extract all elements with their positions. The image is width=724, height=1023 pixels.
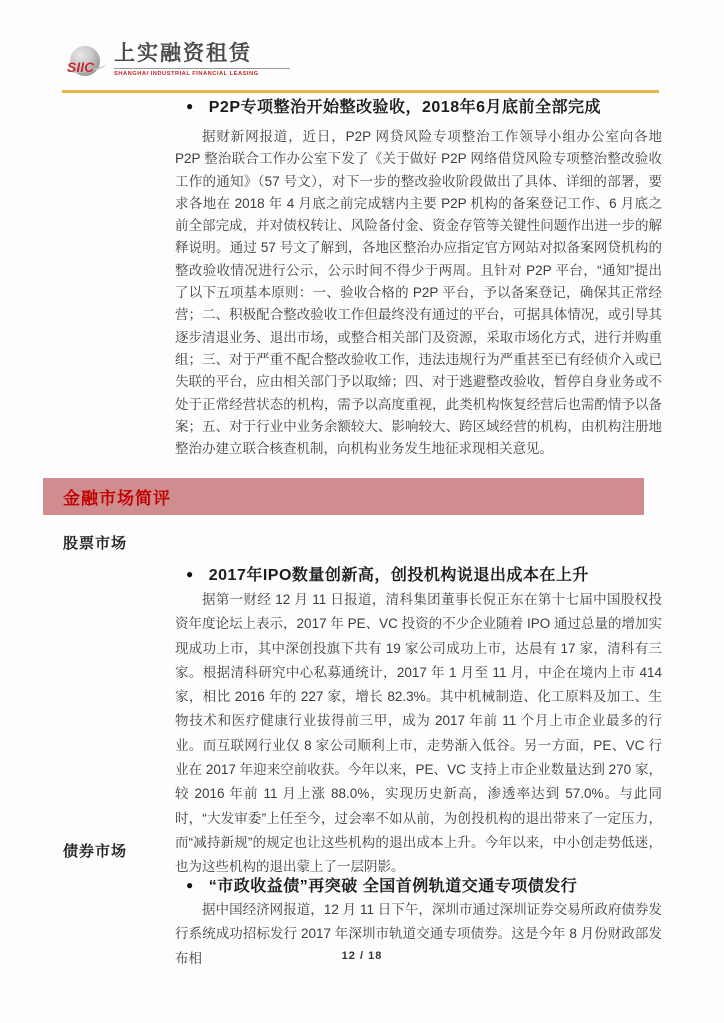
section-banner-title: 金融市场简评: [63, 489, 171, 508]
company-name-cn: 上实融资租赁: [114, 42, 290, 69]
heading-p2p-text: P2P专项整治开始整改验收，2018年6月底前全部完成: [208, 99, 601, 116]
logo-abbr: SIIC: [67, 59, 95, 75]
page-number: 12 / 18: [341, 950, 383, 962]
paragraph-bond: 据中国经济网报道，12 月 11 日下午，深圳市通过深圳证券交易所政府债券发行系统成功招标发行 2017 年深圳市轨道交通专项债券。这是今年 8 月份财政部发布相: [175, 902, 662, 966]
heading-p2p: [186, 94, 601, 117]
sub-label-bond-market: 债券市场: [63, 843, 128, 860]
heading-ipo: [186, 562, 589, 585]
paragraph-p2p: 据财新网报道，近日，P2P 网贷风险专项整治工作领导小组办公室向各地 P2P 整治联合工作办公室下发了《关于做好 P2P 网络借贷风险专项整治整改验收工作的通知》（57 号文），对下一步的整改验收阶段做出了具体、详细的部署，要求各地在 2018 年 4 月底之前完成辖内主要 P2P 机构的备案登记工作、6 月底之前全部完成，并对债权转让、风险备付金、资金存管等关键性问题作出进一步的解释说明。通过 57 号文了解到，各地区整治办应指定官方网站对拟备案网贷机构的整改验收情况进行公示，公示时间不得少于两周。且针对 P2P 平台，“通知”提出了以下五项基本原则：一、验收合格的 P2P 平台，予以备案登记，确保其正常经营；二、积极配合整改验收工作但最终没有通过的平台，可据具体情况，或引导其逐步清退业务、退出市场，或整合相关部门及资源，采取市场化方式，进行并购重组；三、对于严重不配合整改验收工作，违法违规行为严重甚至已有经侦介入或已失联的平台，应由相关部门予以取缔；四、对于逃避整改验收，暂停自身业务或不处于正常经营状态的机构，需予以高度重视，此类机构恢复经营后也需酌情予以备案；五、对于行业中业务余额较大、影响较大、跨区域经营的机构，由机构注册地整治办建立联合核查机制，向机构业务发生地征求现相关意见。: [175, 129, 662, 457]
heading-ipo-text: 2017年IPO数量创新高，创投机构说退出成本在上升: [208, 567, 589, 584]
company-logo: [66, 42, 290, 80]
company-name-en: SHANGHAI INDUSTRIAL FINANCIAL LEASING: [114, 71, 259, 77]
heading-bond-text: “市政收益债”再突破 全国首例轨道交通专项债发行: [208, 878, 578, 895]
paragraph-stock: 据第一财经 12 月 11 日报道，清科集团董事长倪正东在第十七届中国股权投资年度论坛上表示，2017 年 PE、VC 投资的不少企业随着 IPO 通过总量的增加实现成功上市，其中深创投旗下共有 19 家公司成功上市，达晨有 17 家，清科有三家。根据清科研究中心私募通统计，2017 年 1 月至 11 月，中企在境内上市 414 家，相比 2016 年的 227 家，增长 82.3%。其中机械制造、化工原料及加工、生物技术和医疗健康行业拔得前三甲，成为 2017 年前 11 个月上市企业最多的行业。而互联网行业仅 8 家公司顺利上市，走势渐入低谷。另一方面，PE、VC 行业在 2017 年迎来空前收获。今年以来，PE、VC 支持上市企业数量达到 270 家，较 2016 年前 11 月上涨 88.0%，实现历史新高，渗透率达到 57.0%。与此同时，“大发审委”上任至今，过会率不如从前，为创投机构的退出带来了一定压力，而“减持新规”的规定也让这些机构的退出成本上升。今年以来，中小创走势低迷，也为这些机构的退出蒙上了一层阴影。: [175, 592, 662, 875]
bullet-icon: ●: [186, 98, 194, 113]
siic-globe-icon: [66, 46, 106, 80]
sub-label-stock-market: 股票市场: [63, 535, 128, 552]
section-banner: [43, 478, 644, 515]
logo-text: [114, 42, 290, 78]
heading-bond: [186, 873, 577, 896]
header-divider: [62, 90, 659, 93]
bullet-icon: ●: [186, 566, 194, 581]
bullet-icon: ●: [186, 877, 194, 892]
